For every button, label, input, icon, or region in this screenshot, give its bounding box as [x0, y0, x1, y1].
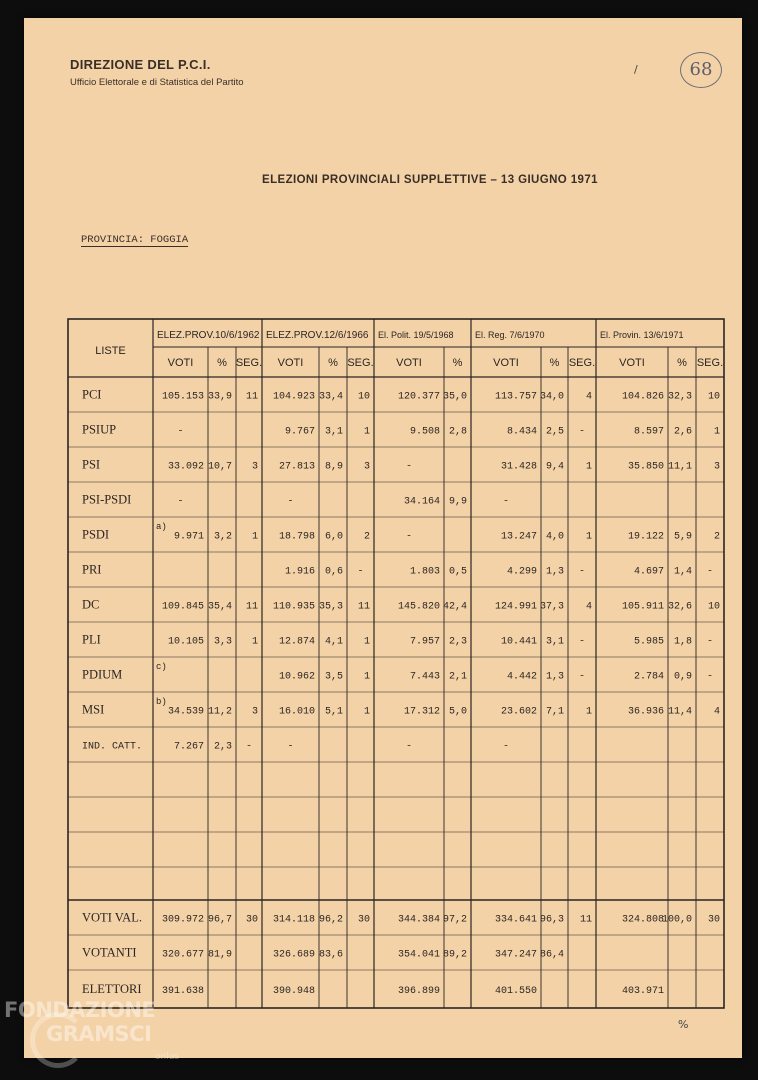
table-cell: 5.985: [633, 636, 664, 648]
data-row-label: MSI: [82, 702, 105, 717]
table-cell: 100,0: [661, 914, 692, 926]
tick-mark: /: [634, 63, 638, 76]
column-header: %: [677, 357, 687, 369]
table-cell: 23.602: [500, 706, 537, 718]
table-cell: 36.936: [627, 706, 664, 718]
data-row-note: a): [156, 522, 167, 532]
table-cell: 1: [363, 706, 370, 718]
table-cell: 3,3: [213, 636, 232, 648]
data-row-note: b): [156, 697, 167, 707]
column-header: SEG.: [696, 357, 724, 369]
column-header: VOTI: [277, 357, 304, 369]
table-cell: 3,5: [324, 671, 343, 683]
table-cell: 10.962: [278, 671, 315, 683]
table-cell: 10: [357, 391, 370, 403]
table-cell: 354.041: [397, 949, 440, 961]
table-cell: 5,0: [448, 706, 467, 718]
table-cell: 3,1: [324, 426, 343, 438]
table-cell: 81,9: [207, 949, 232, 961]
table-cell: 35,0: [442, 391, 467, 403]
table-cell: 401.550: [494, 986, 537, 997]
table-cell: 18.798: [278, 531, 315, 543]
table-cell: 403.971: [621, 986, 664, 997]
table-cell: 4: [585, 391, 592, 403]
data-row-label: DC: [82, 597, 100, 612]
document-title: ELEZIONI PROVINCIALI SUPPLETTIVE – 13 GIUGNO 1971: [262, 174, 598, 186]
table-cell: -: [177, 496, 184, 508]
table-cell: 1.803: [409, 566, 440, 578]
table-cell: 1: [585, 531, 592, 543]
table-cell: 4.697: [633, 566, 664, 578]
table-cell: 96,3: [539, 914, 564, 926]
table-cell: 1,3: [545, 566, 564, 578]
table-cell: 2,8: [448, 426, 467, 438]
data-row-label: PCI: [82, 387, 102, 402]
table-cell: -: [706, 671, 714, 683]
column-header: SEG.: [568, 357, 596, 369]
table-cell: 3,2: [213, 531, 232, 543]
table-cell: 2,6: [673, 426, 692, 438]
table-cell: 2,1: [448, 671, 467, 683]
table-cell: 4,0: [545, 531, 564, 543]
table-cell: 105.911: [621, 601, 664, 613]
table-cell: 19.122: [627, 531, 664, 543]
data-row-label: IND. CATT.: [82, 741, 143, 753]
header-org: DIREZIONE DEL P.C.I.: [70, 57, 211, 72]
table-cell: 9.971: [173, 531, 204, 543]
group-header: ELEZ.PROV.10/6/1962: [157, 330, 260, 341]
table-cell: 9,9: [448, 496, 467, 508]
table-cell: 1: [363, 636, 370, 648]
column-header: %: [328, 357, 338, 369]
group-header: El. Provin. 13/6/1971: [600, 330, 684, 340]
table-cell: 32,3: [667, 391, 692, 403]
table-cell: 1: [251, 531, 258, 543]
table-cell: 17.312: [403, 706, 440, 718]
table-cell: -: [287, 741, 294, 753]
table-cell: 396.899: [397, 986, 440, 997]
table-cell: -: [405, 741, 413, 753]
table-cell: 4.299: [506, 566, 537, 578]
table-cell: 120.377: [397, 391, 440, 403]
table-cell: 3: [251, 461, 258, 473]
table-cell: 13.247: [500, 531, 537, 543]
table-cell: 105.153: [161, 391, 204, 403]
table-cell: 324.808: [621, 914, 664, 926]
table-cell: 5,1: [324, 706, 343, 718]
table-cell: 11: [245, 391, 258, 403]
table-cell: 1,8: [673, 636, 692, 648]
table-cell: 11,2: [207, 706, 232, 718]
label-header: LISTE: [95, 345, 126, 357]
table-cell: 97,2: [442, 914, 467, 926]
table-cell: 2: [363, 531, 370, 543]
table-cell: 2.784: [633, 671, 664, 683]
column-header: %: [549, 357, 560, 369]
table-cell: 2,3: [448, 636, 467, 648]
table-cell: 1: [585, 461, 592, 473]
group-header: El. Reg. 7/6/1970: [475, 330, 545, 340]
table-cell: 1: [251, 636, 258, 648]
table-cell: 96,7: [207, 914, 232, 926]
table-cell: 9,4: [545, 461, 564, 473]
table-cell: 11,1: [667, 461, 692, 473]
table-cell: 34.164: [403, 496, 440, 508]
table-cell: -: [177, 426, 184, 438]
table-cell: -: [578, 566, 586, 578]
table-cell: 314.118: [272, 914, 315, 926]
table-cell: 309.972: [161, 914, 204, 926]
table-cell: 96,2: [318, 914, 343, 926]
table-cell: 11: [579, 914, 592, 926]
table-cell: 33.092: [167, 461, 204, 473]
table-cell: 4: [713, 706, 720, 718]
data-row-label: PSI: [82, 457, 101, 472]
table-cell: 6,0: [324, 531, 343, 543]
table-cell: 10: [707, 391, 720, 403]
table-cell: 8,9: [324, 461, 343, 473]
table-cell: 320.677: [161, 949, 204, 961]
table-cell: 1,3: [545, 671, 564, 683]
table-cell: -: [245, 741, 253, 753]
data-row-label: PLI: [82, 632, 101, 647]
table-cell: 334.641: [494, 914, 537, 926]
table-cell: 7.957: [409, 636, 440, 648]
column-header: VOTI: [396, 357, 422, 369]
table-cell: 2,5: [545, 426, 564, 438]
total-row-label: VOTANTI: [82, 945, 137, 960]
table-cell: 32,6: [667, 601, 692, 613]
table-cell: 34.539: [167, 706, 204, 718]
table-cell: 3: [713, 461, 720, 473]
watermark: [4, 998, 155, 1046]
table-cell: -: [706, 566, 714, 578]
table-cell: 110.935: [272, 601, 315, 613]
table-cell: 10.105: [167, 636, 204, 648]
column-header: %: [452, 357, 463, 369]
group-header: ELEZ.PROV.12/6/1966: [266, 330, 369, 341]
table-cell: 35,3: [318, 601, 343, 613]
watermark-line3: onlus: [155, 1052, 180, 1062]
table-cell: 11: [245, 601, 258, 613]
table-cell: 5,9: [673, 531, 692, 543]
table-cell: 30: [245, 914, 258, 926]
column-header: VOTI: [619, 357, 645, 369]
column-header: SEG.: [235, 357, 263, 369]
table-cell: 104.826: [621, 391, 664, 403]
table-cell: -: [578, 636, 586, 648]
table-cell: 1.916: [284, 566, 315, 578]
table-cell: 30: [357, 914, 370, 926]
table-cell: 1: [585, 706, 592, 718]
data-row-label: PDIUM: [82, 667, 123, 682]
table-cell: 3: [363, 461, 370, 473]
group-header: El. Polit. 19/5/1968: [378, 330, 454, 340]
table-cell: 0,5: [448, 566, 467, 578]
table-cell: 391.638: [161, 986, 204, 997]
table-cell: 27.813: [278, 461, 315, 473]
table-cell: 83,6: [318, 949, 343, 961]
table-cell: 1,4: [673, 566, 692, 578]
table-cell: 326.689: [272, 949, 315, 961]
data-row-label: PRI: [82, 562, 102, 577]
table-cell: 2: [713, 531, 720, 543]
total-row-label: ELETTORI: [82, 982, 142, 996]
watermark-line2: GRAMSCI: [46, 1022, 152, 1046]
table-cell: 4: [585, 601, 592, 613]
header-office: Ufficio Elettorale e di Statistica del Partito: [70, 77, 244, 88]
table-cell: 113.757: [494, 391, 537, 403]
table-cell: 124.991: [494, 601, 537, 613]
table-cell: 0,9: [673, 671, 692, 683]
table-cell: 1: [363, 426, 370, 438]
table-cell: 9.508: [409, 426, 440, 438]
column-header: SEG.: [347, 357, 374, 369]
table-cell: 4,1: [324, 636, 343, 648]
table-cell: 145.820: [397, 601, 440, 613]
table-cell: 1: [713, 426, 720, 438]
table-cell: -: [405, 531, 413, 543]
footer-mark: %: [678, 1018, 689, 1031]
table-cell: 35.850: [627, 461, 664, 473]
table-cell: 390.948: [272, 986, 315, 997]
table-cell: 0,6: [324, 566, 343, 578]
table-cell: 10.441: [500, 636, 537, 648]
table-cell: 10: [707, 601, 720, 613]
data-row-label: PSIUP: [82, 422, 117, 437]
table-cell: 109.845: [161, 601, 204, 613]
watermark-line1: FONDAZIONE: [4, 998, 156, 1022]
table-cell: 16.010: [278, 706, 315, 718]
table-cell: 347.247: [494, 949, 537, 961]
table-cell: 11: [357, 601, 370, 613]
column-header: VOTI: [167, 357, 194, 369]
table-cell: 10,7: [207, 461, 232, 473]
column-header: %: [217, 357, 227, 369]
data-row-label: PSI-PSDI: [82, 492, 132, 507]
table-cell: 2,3: [213, 741, 232, 753]
table-cell: 3,1: [545, 636, 564, 648]
table-cell: 7.443: [409, 671, 440, 683]
table-cell: 34,0: [539, 391, 564, 403]
table-cell: 86,4: [539, 949, 564, 961]
table-cell: 42,4: [442, 601, 467, 613]
table-cell: 33,9: [207, 391, 232, 403]
table-cell: 7.267: [173, 741, 204, 753]
table-cell: 31.428: [500, 461, 537, 473]
table-cell: 8.597: [633, 426, 664, 438]
table-cell: 89,2: [442, 949, 467, 961]
table-cell: -: [287, 496, 294, 508]
table-cell: -: [578, 671, 586, 683]
total-row-label: VOTI VAL.: [82, 910, 142, 925]
table-cell: -: [502, 496, 510, 508]
table-cell: 7,1: [545, 706, 564, 718]
table-cell: -: [578, 426, 586, 438]
table-cell: -: [706, 636, 714, 648]
column-header: VOTI: [493, 357, 519, 369]
table-cell: -: [502, 741, 510, 753]
table-cell: 30: [707, 914, 720, 926]
table-cell: -: [405, 461, 413, 473]
table-cell: 9.767: [284, 426, 315, 438]
table-cell: 4.442: [506, 671, 537, 683]
data-row-note: c): [156, 662, 167, 672]
table-cell: 11,4: [667, 706, 692, 718]
table-cell: 3: [251, 706, 258, 718]
table-cell: 104.923: [272, 391, 315, 403]
table-cell: 35,4: [207, 601, 232, 613]
data-row-label: PSDI: [82, 527, 110, 542]
page-number-mark: 68: [680, 52, 722, 88]
table-cell: 37,3: [539, 601, 564, 613]
table-cell: 33,4: [318, 391, 343, 403]
table-cell: 1: [363, 671, 370, 683]
province-label: PROVINCIA: FOGGIA: [81, 234, 189, 246]
table-cell: -: [357, 566, 364, 578]
table-cell: 8.434: [506, 426, 537, 438]
table-cell: 344.384: [397, 914, 440, 926]
table-cell: 12.874: [278, 636, 315, 648]
